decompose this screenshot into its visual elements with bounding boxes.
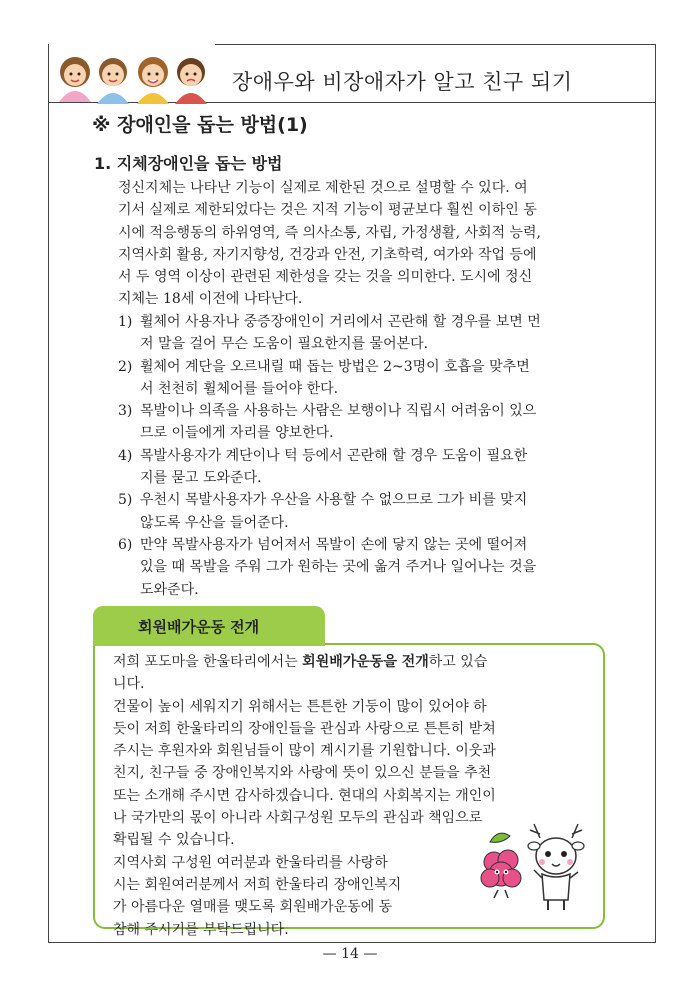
list-item xyxy=(118,534,613,601)
step-number: 2) xyxy=(118,358,133,375)
step-line: 우천시 목발사용자가 우산을 사용할 수 없으므로 그가 비를 맞지 xyxy=(140,492,528,509)
grape-and-deer-mascots-icon xyxy=(468,820,600,916)
campaign-line: 듯이 저희 한울타리의 장애인들을 관심과 사랑으로 튼튼히 받쳐 xyxy=(113,720,496,737)
campaign-line: 니다. xyxy=(113,676,145,693)
intro-line: 정신지체는 나타난 기능이 실제로 제한된 것으로 설명할 수 있다. 여 xyxy=(118,180,528,196)
intro-line: 지체는 18세 이전에 나타난다. xyxy=(118,291,303,308)
campaign-line-post: 하고 있습 xyxy=(428,654,488,670)
campaign-line: 가 아름다운 열매를 맺도록 회원배가운동에 동 xyxy=(113,899,393,916)
step-number: 4) xyxy=(118,447,133,464)
page-number: — 14 — xyxy=(322,946,378,962)
list-item xyxy=(118,489,613,534)
step-line: 목발이나 의족을 사용하는 사람은 보행이나 직립시 어려움이 있으 xyxy=(140,403,537,420)
campaign-line: 확립될 수 있습니다. xyxy=(113,832,235,849)
step-line: 휠체어 사용자나 중증장애인이 거리에서 곤란해 할 경우를 보면 먼 xyxy=(140,314,541,330)
step-line: 지를 묻고 도와준다. xyxy=(140,470,262,487)
step-number: 6) xyxy=(118,536,133,553)
intro-paragraph xyxy=(118,177,608,311)
campaign-tab-label: 회원배가운동 전개 xyxy=(138,618,260,636)
list-item xyxy=(118,445,613,490)
list-item xyxy=(118,356,613,401)
intro-line: 시에 적응행동의 하위영역, 즉 의사소통, 자립, 가정생활, 사회적 능력, xyxy=(118,224,541,241)
campaign-line: 지역사회 구성원 여러분과 한울타리를 사랑하 xyxy=(113,854,388,871)
section-title: ※ 장애인을 돕는 방법(1) xyxy=(92,114,308,136)
campaign-line-bold: 회원배가운동을 전개 xyxy=(302,654,429,670)
campaign-line: 또는 소개해 주시면 감사하겠습니다. 현대의 사회복지는 개인이 xyxy=(113,787,496,804)
campaign-line: 참해 주시기를 부탁드립니다. xyxy=(113,921,289,938)
header-title: 장애우와 비장애자가 알고 친구 되기 xyxy=(232,70,573,94)
intro-line: 기서 실제로 제한되었다는 것은 지적 기능이 평균보다 훨씬 이하인 동 xyxy=(118,202,537,219)
campaign-line: 주시는 후원자와 회원님들이 많이 계시기를 기원합니다. 이웃과 xyxy=(113,743,496,760)
step-line: 휠체어 계단을 오르내릴 때 돕는 방법은 2~3명이 호흡을 맞추면 xyxy=(140,358,530,375)
intro-line: 서 두 영역 이상이 관련된 제한성을 갖는 것을 의미한다. 도시에 정신 xyxy=(118,269,533,286)
campaign-line: 친지, 친구들 중 장애인복지와 사랑에 뜻이 있으신 분들을 추천 xyxy=(113,765,492,782)
list-item xyxy=(118,400,613,445)
step-line: 므로 이들에게 자리를 양보한다. xyxy=(140,425,334,442)
steps-list xyxy=(118,311,613,601)
campaign-line: 나 국가만의 몫이 아니라 사회구성원 모두의 관심과 책임으로 xyxy=(113,810,483,827)
sub-title: 1. 지체장애인을 돕는 방법 xyxy=(94,154,283,173)
step-line: 만약 목발사용자가 넘어져서 목발이 손에 닿지 않는 곳에 떨어져 xyxy=(140,536,528,553)
step-number: 3) xyxy=(118,403,133,420)
intro-line: 지역사회 활용, 자기지향성, 건강과 안전, 기초학력, 여가와 작업 등에 xyxy=(118,246,537,263)
step-line: 있을 때 목발을 주워 그가 원하는 곳에 옮겨 주거나 일어나는 것을 xyxy=(140,559,537,576)
step-number: 1) xyxy=(118,314,133,330)
four-children-illustration-icon xyxy=(55,50,215,108)
campaign-line xyxy=(113,651,593,673)
step-line: 않도록 우산을 들어준다. xyxy=(140,514,289,531)
step-line: 저 말을 걸어 무슨 도움이 필요한지를 물어본다. xyxy=(140,336,429,353)
step-line: 도와준다. xyxy=(140,581,199,598)
step-line: 서 천천히 휠체어를 들어야 한다. xyxy=(140,380,339,397)
step-line: 목발사용자가 계단이나 턱 등에서 곤란해 할 경우 도움이 필요한 xyxy=(140,447,528,464)
list-item xyxy=(118,311,613,356)
step-number: 5) xyxy=(118,492,133,509)
campaign-line-pre: 저희 포도마을 한울타리에서는 xyxy=(113,654,303,670)
campaign-line: 시는 회원여러분께서 저희 한울타리 장애인복지 xyxy=(113,876,402,893)
header-top-rule xyxy=(215,44,655,45)
campaign-tab xyxy=(93,606,325,646)
campaign-line: 건물이 높이 세워지기 위해서는 튼튼한 기둥이 많이 있어야 하 xyxy=(113,698,487,715)
